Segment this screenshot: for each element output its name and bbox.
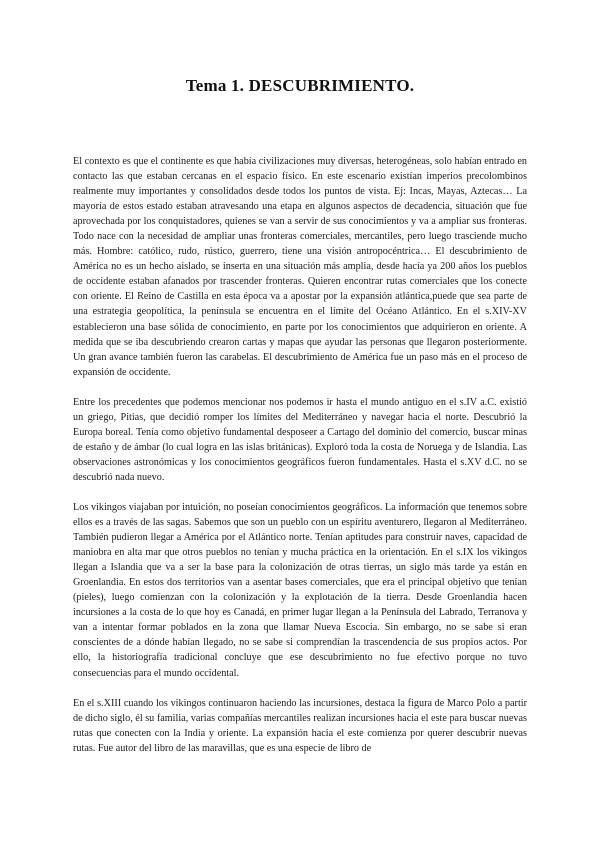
- paragraph-precedents: Entre los precedentes que podemos mencionar nos podemos ir hasta el mundo antiguo en el s.IV a.C. existió un griego, Pitias, que decidió romper los límites del Mediterráneo y navegar hacia el norte. Descubrió la Europa boreal. Tenía como objetivo fundamental desposeer a Cartago del dominio del comercio, buscar minas de estaño y de ámbar (lo cual logra en las islas británicas). Exploró toda la costa de Noruega y de Islandia. Las observaciones astronómicas y los conocimientos geográficos fueron fundamentales. Hasta el s.XV d.C. no se descubrió nada nuevo.: [73, 396, 527, 483]
- paragraph-marco-polo: En el s.XIII cuando los vikingos continuaron haciendo las incursiones, destaca la figura de Marco Polo a partir de dicho siglo, él su familia, varias compañías mercantiles realizan incursiones hacia el este para buscar nuevas rutas que conecten con la India y oriente. La expansión hacia el este comienza por querer descubrir nuevas rutas. Fue autor del libro de las maravillas, que es una especie de libro de: [73, 697, 527, 754]
- page-title: Tema 1. DESCUBRIMIENTO.: [185, 76, 415, 95]
- document-body: [73, 154, 527, 771]
- paragraph-context: El contexto es que el continente es que había civilizaciones muy diversas, heterogéneas, solo habían entrado en contacto las que estaban cercanas en el espacio físico. En este escenario existían imperios precolombinos realmente muy importantes y consolidados desde todos los puntos de vista. Ej: Incas, Mayas, Aztecas… La mayoría de estos estado estaban atravesando una etapa en algunos aspectos de decadencia, situación que fue aprovechada por los conquistadores, quienes se van a servir de sus conocimientos y va a ampliar sus fronteras. Todo nace con la necesidad de ampliar unas fronteras comerciales, mercantiles, pero luego trasciende mucho más. Hombre: católico, rudo, rústico, guerrero, tiene una visión antropocéntrica… El descubrimiento de América no es un hecho aislado, se inserta en una situación más amplia, desde hacía ya 200 años los pueblos de occidente estaban afanados por trascender fronteras. Quieren encontrar rutas comerciales que los conecte con oriente. El Reino de Castilla en esta época va a apostar por la expansión atlántica,puede que sea parte de una estrategia geopolítica, la península se encuentra en el límite del Océano Atlántico. En el s.XIV-XV establecieron una base sólida de conocimiento, en parte por los conocimientos que adquirieron en oriente. A medida que se iba descubriendo crearon cartas y mapas que ayudar las personas que llegaron posteriormente. Un gran avance también fueron las carabelas. El descubrimiento de América fue un paso más en el proceso de expansión de occidente.: [73, 156, 527, 378]
- paragraph-vikings: Los vikingos viajaban por intuición, no poseían conocimientos geográficos. La información que tenemos sobre ellos es a través de las sagas. Sabemos que son un pueblo con un espíritu aventurero, llegaron al Mediterráneo. También pudieron llegar a América por el Atlántico norte. Tenían aptitudes para construir naves, capacidad de maniobra en alta mar que otros pueblos no tenían y mucha práctica en la orientación. En el s.IX los vikingos llegan a Islandia que va a ser la base para la colonización de otras tierras, un siglo más tarde ya están en Groenlandia. En estos dos territorios van a asentar bases comerciales, que era el principal objetivo que tenían (pieles), luego comienzan con la colonización y la explotación de la tierra. Desde Groenlandia hacen incursiones a la costa de lo que hoy es Canadá, en primer lugar llegan a la Península del Labrado, Terranova y van a intentar formar poblados en la zona que llamar Nueva Escocia. Sin embargo, no se sabe si eran conscientes de a dónde habían llegado, no se sabe si comprendían la trascendencia de sus propios actos. Por ello, la historiografía tradicional concluye que ese descubrimiento no fue efectivo porque no tuvo consecuencias para el mundo occidental.: [73, 501, 527, 679]
